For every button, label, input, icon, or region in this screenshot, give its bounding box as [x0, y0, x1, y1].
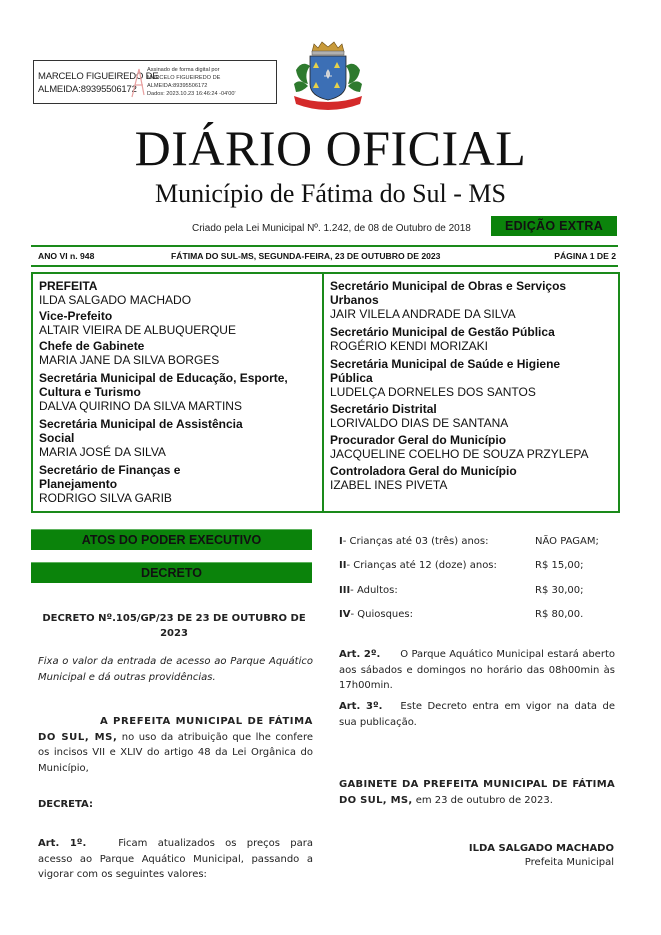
- price-item-label: - Crianças até 12 (doze) anos:: [346, 560, 497, 571]
- article-3-label: Art. 3º.: [339, 701, 383, 712]
- price-item-label: - Crianças até 03 (três) anos:: [342, 536, 489, 547]
- decree-preamble: [38, 714, 313, 776]
- price-row: [339, 536, 629, 550]
- official-role: Secretário Municipal de Obras e Serviços Urbanos: [330, 279, 567, 307]
- signer-line-1: MARCELO FIGUEIREDO DE: [38, 71, 159, 82]
- decree-heading: DECRETO Nº.105/GP/23 DE 23 DE OUTUBRO DE 2023: [42, 613, 306, 639]
- closing-authority: GABINETE DA PREFEITA MUNICIPAL DE FÁTIMA DO SUL, MS,: [339, 779, 615, 806]
- newspaper-subtitle: Município de Fátima do Sul - MS: [155, 179, 506, 208]
- official-name: JACQUELINE COELHO DE SOUZA PRZYLEPA: [330, 447, 589, 461]
- official-name: RODRIGO SILVA GARIB: [39, 491, 172, 505]
- digital-signature-stamp: [33, 60, 277, 104]
- article-2: [339, 647, 615, 694]
- official-role: Procurador Geral do Município: [330, 433, 507, 447]
- closing-date: em 23 de outubro de 2023.: [412, 794, 553, 806]
- official-role: Secretária Municipal de Assistência Social: [39, 417, 243, 445]
- officials-divider: [322, 274, 324, 511]
- signature-detail: MARCELO FIGUEIREDO DE: [147, 75, 221, 81]
- article-1: [38, 836, 313, 883]
- official-name: LORIVALDO DIAS DE SANTANA: [330, 416, 509, 430]
- price-row: [339, 560, 629, 574]
- bottom-rule: [31, 265, 618, 267]
- signature-detail: Assinado de forma digital por: [147, 67, 220, 73]
- price-item-number: I: [339, 536, 343, 547]
- price-value: R$ 15,00;: [535, 560, 584, 571]
- price-row: [339, 585, 629, 599]
- article-1-text: Ficam atualizados os preços para acesso ao Parque Aquático Municipal, passando a vigorar com os seguintes valores:: [38, 838, 313, 880]
- section-band-decree: DECRETO: [31, 562, 312, 583]
- official-name: MARIA JANE DA SILVA BORGES: [39, 353, 220, 367]
- article-1-label: Art. 1º.: [38, 838, 87, 849]
- newspaper-title: DIÁRIO OFICIAL: [134, 120, 527, 176]
- signature-detail: Dados: 2023.10.23 16:46:24 -04'00': [147, 91, 236, 97]
- issue-info-bar: [31, 250, 618, 264]
- official-role: Secretária Municipal de Saúde e Higiene Pública: [330, 357, 561, 385]
- official-role: Secretário Municipal de Gestão Pública: [330, 325, 555, 339]
- decree-summary: Fixa o valor da entrada de acesso ao Parque Aquático Municipal e dá outras providências.: [38, 656, 313, 683]
- official-name: ILDA SALGADO MACHADO: [39, 293, 192, 307]
- official-name: LUDELÇA DORNELES DOS SANTOS: [330, 385, 536, 399]
- issue-number: ANO VI n. 948: [38, 251, 95, 261]
- signer-title-line: Prefeita Municipal: [524, 857, 614, 868]
- price-label: [339, 536, 488, 547]
- official-role: Vice-Prefeito: [39, 309, 113, 323]
- signer-line-2: ALMEIDA:89395506172: [38, 84, 137, 95]
- creation-law-note: Criado pela Lei Municipal Nº. 1.242, de 08 de Outubro de 2018: [192, 223, 471, 234]
- page-indicator: PÁGINA 1 DE 2: [554, 251, 616, 261]
- price-label: [339, 560, 497, 571]
- closing-statement: [339, 777, 615, 808]
- price-item-label: - Quiosques:: [350, 609, 413, 620]
- signer-name-line: ILDA SALGADO MACHADO: [468, 843, 614, 854]
- decreta-label: DECRETA:: [38, 799, 93, 810]
- price-label: [339, 609, 413, 620]
- official-role: PREFEITA: [39, 279, 98, 293]
- official-role: Controladora Geral do Município: [330, 464, 517, 478]
- official-name: ALTAIR VIEIRA DE ALBUQUERQUE: [39, 323, 236, 337]
- signature-details: [147, 66, 236, 98]
- official-role: Secretário de Finanças e Planejamento: [39, 463, 181, 491]
- official-name: MARIA JOSÉ DA SILVA: [39, 445, 166, 459]
- official-name: DALVA QUIRINO DA SILVA MARTINS: [39, 399, 242, 413]
- official-name: IZABEL INES PIVETA: [330, 478, 448, 492]
- top-rule: [31, 245, 618, 247]
- price-value: R$ 80,00.: [535, 609, 584, 620]
- section-band-executive-acts: ATOS DO PODER EXECUTIVO: [31, 529, 312, 550]
- price-item-number: IV: [339, 609, 351, 620]
- article-3: [339, 699, 615, 730]
- issue-dateline: FÁTIMA DO SUL-MS, SEGUNDA-FEIRA, 23 DE OUTUBRO DE 2023: [171, 251, 441, 261]
- price-label: [339, 585, 398, 596]
- article-2-label: Art. 2º.: [339, 649, 381, 660]
- signature-detail: ALMEIDA:89395506172: [147, 83, 208, 89]
- signature-mark-icon: [130, 65, 146, 99]
- officials-box: [31, 272, 620, 513]
- official-name: JAIR VILELA ANDRADE DA SILVA: [330, 307, 516, 321]
- price-item-number: III: [339, 585, 351, 596]
- official-role: Secretário Distrital: [330, 402, 437, 416]
- price-item-label: - Adultos:: [350, 585, 398, 596]
- officials-right-column: [330, 277, 615, 492]
- price-item-number: II: [339, 560, 347, 571]
- official-role: Secretária Municipal de Educação, Esporte, Cultura e Turismo: [39, 371, 288, 399]
- edition-badge: EDIÇÃO EXTRA: [491, 216, 617, 236]
- price-value: NÃO PAGAM;: [535, 536, 599, 547]
- preamble-text: no uso da atribuição que lhe confere os incisos VII e XLIV do artigo 48 da Lei Orgânica do Município,: [38, 731, 314, 774]
- officials-left-column: [39, 277, 319, 505]
- price-row: [339, 609, 629, 623]
- coat-of-arms-icon: [290, 40, 366, 110]
- price-value: R$ 30,00;: [535, 585, 584, 596]
- article-3-text: Este Decreto entra em vigor na data de sua publicação.: [339, 701, 615, 728]
- official-name: ROGÉRIO KENDI MORIZAKI: [330, 339, 489, 353]
- preamble-authority: A PREFEITA MUNICIPAL DE FÁTIMA DO SUL, MS,: [38, 716, 313, 743]
- article-2-text: O Parque Aquático Municipal estará aberto aos sábados e domingos no horário das 08h00min às 17h00min.: [339, 649, 615, 691]
- official-role: Chefe de Gabinete: [39, 339, 145, 353]
